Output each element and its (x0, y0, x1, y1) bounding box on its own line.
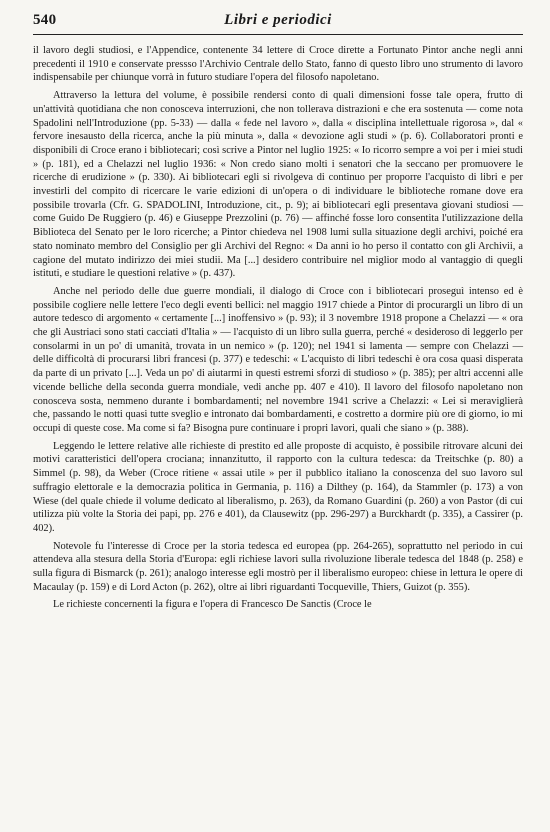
page-number: 540 (33, 12, 57, 28)
paragraph-3: Anche nel periodo delle due guerre mondiali, il dialogo di Croce con i bibliotecari proseguì intenso ed è possibile cogliere nelle lettere l'eco degli eventi bellici: nel maggio 1917 chiede a Pintor di procurargli un libro di un autore tedesco di argomento « certamente [...] inoffensivo » (p. 93); il 3 novembre 1918 propone a Chelazzi — « ora che gli Austriaci sono stati cacciati d'Italia » — l'acquisto di un libro sulla guerra, perché « desideroso di leggerlo per consolarmi in un po' di umanità, trovata in un nemico » (p. 120); nel 1941 si lamenta — sempre con Chelazzi — delle difficoltà di procurarsi libri francesi (p. 377) e tedeschi: « L'acquisto di libri tedeschi è ora cosa quasi disperata da parte di un privato [...]. Veda un po' di aiutarmi in questi estremi sforzi di studioso » (p. 385); per altri accenni alle vicende belliche della seconda guerra mondiale, vedi anche pp. 407 e 410). Il lavoro del filosofo napoletano non conosceva sosta, nemmeno durante i bombardamenti; nel novembre 1941 scrive a Chelazzi: « Lei si meraviglierà che, passando le notti quasi tutte sveglio e intronato dai bombardamenti, e costretto a dormire più ore di giorno, io mi occupi di queste cose. Ma come si fa? Bisogna pure continuare i propri lavori, quali che siano » (p. 388). (33, 285, 523, 434)
paragraph-1: il lavoro degli studiosi, e l'Appendice, contenente 34 lettere di Croce dirette a Fortunato Pintor anche negli anni precedenti il 1910 e conservate pressso l'Archivio Centrale dello Stato, fanno di questo libro uno strumento di lavoro indispensabile per chiunque vorrà in futuro studiare l'opera del filosofo napoletano. (33, 45, 523, 84)
running-title: Libri e periodici (224, 12, 332, 28)
paragraph-6: Le richieste concernenti la figura e l'opera di Francesco De Sanctis (Croce le (53, 599, 372, 611)
article-body (33, 44, 523, 612)
page-header (33, 12, 523, 35)
paragraph-4: Leggendo le lettere relative alle richieste di prestito ed alle proposte di acquisto, è possibile ritrovare alcuni dei motivi caratteristici dell'opera crociana; innanzitutto, il rapporto con la cultura tedesca: da Treitschke (p. 80) a Simmel (p. 98), da Weber (Croce ritiene « assai utile » per il pubblico italiano la conoscenza del suo lavoro sul suffragio elettorale e la democrazia politica in Germania, p. 116) a Dilthey (p. 164), da Stammler (p. 173) a von Wiese (del quale chiede il volume dedicato al liberalismo, p. 263), da Romano Guardini (p. 260) a von Pastor (di cui utilizza più volte la Storia dei papi, pp. 276 e 401), da Clausewitz (pp. 296-297) a Burckhardt (p. 335), a Cassirer (p. 402). (33, 440, 523, 534)
paragraph-2: Attraverso la lettura del volume, è possibile rendersi conto di quali dimensioni fosse tale opera, frutto di un'attività quotidiana che non conosceva interruzioni, che non tollerava distrazioni e che era sostenuta — come nota Spadolini nell'Introduzione (pp. 5-33) — dalla « fede nel lavoro », dalla « disciplina intellettuale rigorosa », dal « fervore inesausto della ricerca, anche la più minuta », dalla « devozione agli studi » (p. 6). Collaboratori pronti e disponibili di Croce erano i bibliotecari; così scrive a Pintor nel luglio 1925: « Io ricorro sempre a voi per i miei studi » (p. 181), ed a Chelazzi nel luglio 1936: « Non credo siano molti i senatori che la seccano per promuovere le ricerche di erudizione » (p. 330). Ai bibliotecari egli si rivolgeva di continuo per proporre l'acquisto di libri e per investirli del compito di ricercare le varie edizioni di un'opera o di individuare le biblioteche romane dove era possibile trovarla (Cfr. G. SPADOLINI, Introduzione, cit., p. 9); ai bibliotecari egli presentava giovani studiosi — come Guido De Ruggiero (p. 46) e Giuseppe Prezzolini (p. 76) — affinché fosse loro consentita l'utilizzazione della Biblioteca del Senato per le loro ricerche; a Pintor chiedeva nel 1908 lumi sulla situazione degli archivi, poiché era stato nominato membro del Consiglio per gli Archivi del Regno: « Da anni io ho perso il contatto con gli Archivii, a cagione del mutato indirizzo dei miei studii. Ma [...] desidero contribuire nel miglior modo al vantaggio di quegli istituti, e studiare le questioni relative » (p. 437). (33, 90, 523, 280)
paragraph-5: Notevole fu l'interesse di Croce per la storia tedesca ed europea (pp. 264-265), soprattutto nel periodo in cui attendeva alla stesura della Storia d'Europa: egli richiese lavori sulla rivoluzione liberale tedesca del 1848 (p. 258) e sulla figura di Bismarck (p. 261); analogo interesse egli mostrò per il liberalismo europeo: chiese in lettura le opere di Macaulay (p. 159) e di Lord Acton (p. 262), oltre ai libri riguardanti Tocqueville, Thiers, Guizot (p. 355). (33, 540, 523, 593)
